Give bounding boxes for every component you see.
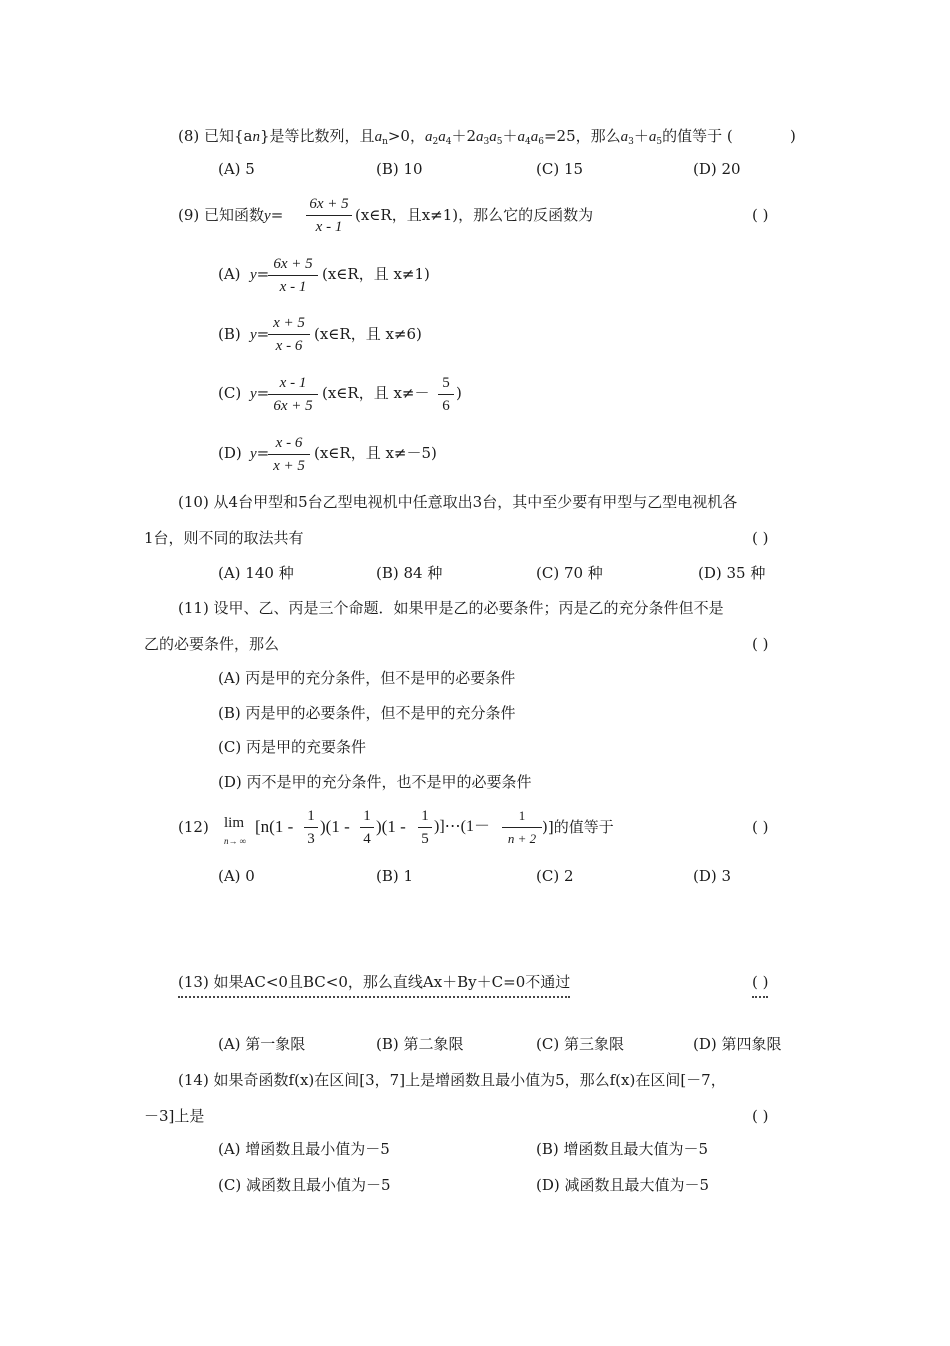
q9-option-c-cond-numerator: 5 (442, 375, 450, 391)
q14-stem-line2: －3]上是 (144, 1107, 205, 1125)
q12-fraction-1 (304, 806, 318, 849)
q9-option-a-fraction (268, 254, 318, 297)
q9-fraction-denominator: x - 1 (315, 219, 343, 235)
q10-option-d: (D) 35 种 (698, 564, 766, 582)
q12-expr-b: )(1 - (320, 817, 350, 836)
q12-fraction-3 (418, 806, 432, 849)
q9-option-c-fraction (268, 373, 318, 416)
q10-stem-line2: 1台，则不同的取法共有 (144, 529, 304, 547)
q8-answer-paren: ) (790, 127, 796, 145)
q12-f3-denominator: 5 (421, 831, 429, 847)
q12-f1-numerator: 1 (307, 808, 315, 824)
q9-answer-paren: ( ) (752, 206, 769, 224)
q12-fraction-2 (360, 806, 374, 849)
q9-option-c-condition-end: ) (456, 384, 462, 402)
q13-answer-paren: ( ) (752, 972, 768, 998)
q9-option-d-denominator: x + 5 (273, 458, 305, 474)
q9-option-c-cond-denominator: 6 (442, 398, 450, 414)
q12-f2-denominator: 4 (363, 831, 371, 847)
q9-option-b-condition: (x∈R，且 x≠6) (314, 325, 422, 343)
q11-stem-line1: (11) 设甲、乙、丙是三个命题．如果甲是乙的必要条件；丙是乙的充分条件但不是 (178, 599, 724, 617)
q14-answer-paren: ( ) (752, 1107, 769, 1125)
q12-option-b: (B) 1 (376, 867, 414, 885)
q9-option-c-condition: (x∈R，且 x≠－ (322, 384, 430, 402)
q9-option-c-denominator: 6x + 5 (273, 398, 313, 414)
q9-stem-prefix: (9) 已知函数y= (178, 206, 284, 224)
q9-function-fraction (306, 194, 352, 237)
q8-option-d: (D) 20 (693, 160, 741, 178)
q12-f2-numerator: 1 (363, 808, 371, 824)
q9-option-a-y: y= (250, 265, 270, 283)
q9-option-b-denominator: x - 6 (275, 338, 303, 354)
q13-option-c: (C) 第三象限 (536, 1035, 624, 1053)
q14-option-b: (B) 增函数且最大值为－5 (536, 1140, 709, 1158)
q9-option-b-numerator: x + 5 (273, 315, 305, 331)
q13-stem: (13) 如果AC<0且BC<0，那么直线Ax＋By＋C=0不通过 (178, 972, 570, 998)
q9-option-c-label: (C) (218, 384, 242, 402)
q9-stem-suffix: (x∈R，且x≠1)，那么它的反函数为 (355, 206, 594, 224)
q12-f1-denominator: 3 (307, 831, 315, 847)
q12-f4-numerator: 1 (518, 808, 526, 823)
q12-f3-numerator: 1 (421, 808, 429, 824)
q12-option-a: (A) 0 (218, 867, 255, 885)
q9-option-d-label: (D) (218, 444, 242, 462)
q14-option-c: (C) 减函数且最小值为－5 (218, 1176, 391, 1194)
q10-option-a: (A) 140 种 (218, 564, 294, 582)
q12-label: (12) (178, 818, 209, 836)
q12-expr-a: [n(1 - (255, 817, 294, 836)
q9-option-c-numerator: x - 1 (279, 375, 307, 391)
q12-expr-d: )]⋯(1－ (434, 818, 490, 835)
q9-option-b-fraction (268, 313, 310, 356)
q9-option-a-condition: (x∈R，且 x≠1) (322, 265, 430, 283)
q9-fraction-numerator: 6x + 5 (309, 196, 349, 212)
q9-option-d-condition: (x∈R，且 x≠－5) (314, 444, 437, 462)
q12-fraction-4 (502, 806, 542, 849)
q9-option-d-fraction (268, 433, 310, 476)
q8-option-a: (A) 5 (218, 160, 255, 178)
q11-option-a: (A) 丙是甲的充分条件，但不是甲的必要条件 (218, 669, 516, 687)
q9-option-a-label: (A) (218, 265, 241, 283)
q13-option-d: (D) 第四象限 (693, 1035, 782, 1053)
q10-option-c: (C) 70 种 (536, 564, 603, 582)
q9-option-b-y: y= (250, 325, 270, 343)
q9-option-c-condition-fraction (438, 373, 454, 416)
q13-option-a: (A) 第一象限 (218, 1035, 306, 1053)
q12-expr-c: )(1 - (376, 817, 406, 836)
q12-expr-e: )]的值等于 (542, 818, 614, 836)
q11-answer-paren: ( ) (752, 635, 769, 653)
q9-option-b-label: (B) (218, 325, 241, 343)
q14-stem-line1: (14) 如果奇函数f(x)在区间[3，7]上是增函数且最小值为5，那么f(x)在区间[－7， (178, 1071, 726, 1089)
q12-option-c: (C) 2 (536, 867, 574, 885)
q10-option-b: (B) 84 种 (376, 564, 443, 582)
q12-answer-paren: ( ) (752, 818, 769, 836)
q8-option-c: (C) 15 (536, 160, 584, 178)
q14-option-a: (A) 增函数且最小值为－5 (218, 1140, 390, 1158)
q11-stem-line2: 乙的必要条件，那么 (144, 635, 280, 653)
q13-option-b: (B) 第二象限 (376, 1035, 464, 1053)
q9-option-d-y: y= (250, 444, 270, 462)
q8-stem: (8) 已知{an}是等比数列，且$a_n>0$，$a_2a_4+2a_3a_5+a_4a_6=25$，那么$a_3+a_5$的值等于 ( (178, 127, 733, 147)
q9-option-c-y: y= (250, 384, 270, 402)
q12-lim-subscript: n→ ∞ (224, 836, 247, 846)
q9-option-a-numerator: 6x + 5 (273, 256, 313, 272)
q11-option-d: (D) 丙不是甲的充分条件，也不是甲的必要条件 (218, 773, 532, 791)
q11-option-c: (C) 丙是甲的充要条件 (218, 738, 366, 756)
q9-option-a-denominator: x - 1 (279, 279, 307, 295)
q10-stem-line1: (10) 从4台甲型和5台乙型电视机中任意取出3台，其中至少要有甲型与乙型电视机各 (178, 493, 738, 511)
q9-option-d-numerator: x - 6 (275, 435, 303, 451)
q12-option-d: (D) 3 (693, 867, 732, 885)
q12-f4-denominator: n + 2 (507, 831, 537, 846)
q10-answer-paren: ( ) (752, 529, 769, 547)
q14-option-d: (D) 减函数且最大值为－5 (536, 1176, 710, 1194)
q11-option-b: (B) 丙是甲的必要条件，但不是甲的充分条件 (218, 704, 516, 722)
q12-lim: lim (224, 815, 245, 831)
q8-option-b: (B) 10 (376, 160, 423, 178)
